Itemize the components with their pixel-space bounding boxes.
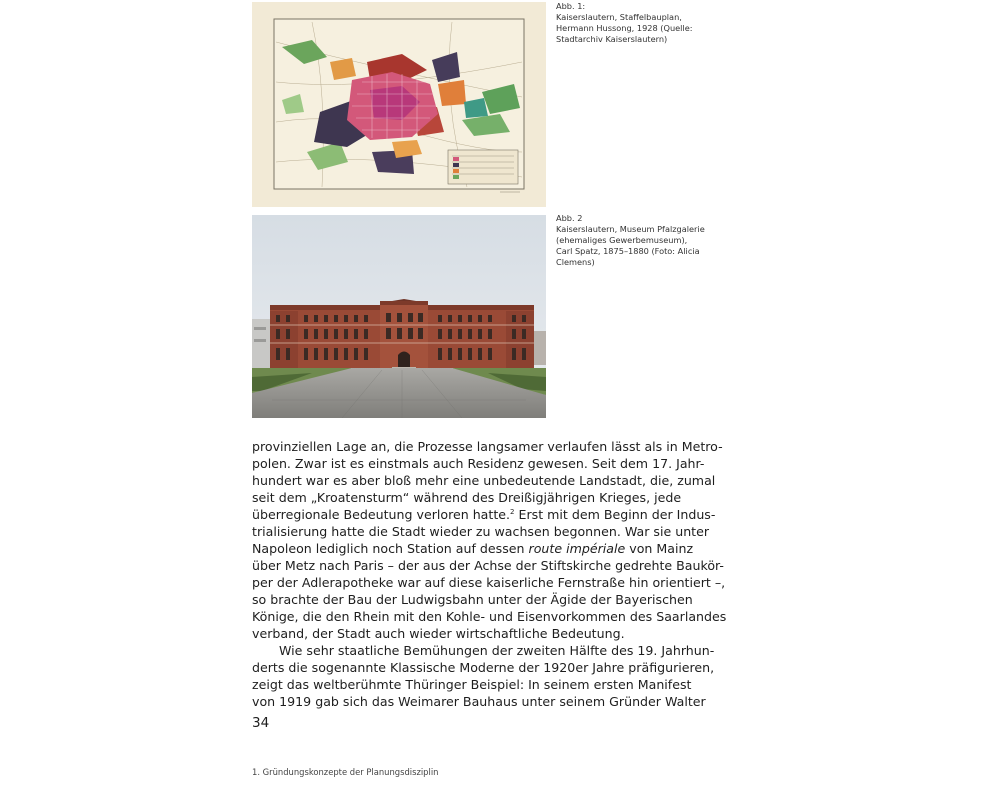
figure-2-label: Abb. 2 <box>556 213 583 223</box>
body-line: hundert war es aber bloß mehr eine unbedeutende Landstadt, die, zumal <box>252 473 716 488</box>
figure-1-caption <box>556 1 706 45</box>
page-number: 34 <box>252 715 270 731</box>
body-line: per der Adlerapotheke war auf diese kaiserliche Fernstraße hin orientiert –, <box>252 575 726 590</box>
body-line: überregionale Bedeutung verloren hatte.$^2$ Erst mit dem Beginn der Indus- <box>252 507 716 522</box>
body-line: polen. Zwar ist es einstmals auch Residenz gewesen. Seit dem 17. Jahr- <box>252 456 705 471</box>
italic-term: route impériale <box>528 541 626 556</box>
body-line: derts die sogenannte Klassische Moderne der 1920er Jahre präfigurieren, <box>252 660 715 675</box>
body-line: von 1919 gab sich das Weimarer Bauhaus unter seinem Gründer Walter <box>252 694 706 709</box>
figure-1-label: Abb. 1: <box>556 1 586 11</box>
body-text <box>252 438 727 710</box>
body-line: so brachte der Bau der Ludwigsbahn unter der Ägide der Bayerischen <box>252 592 693 607</box>
figure-2-caption <box>556 213 706 268</box>
body-line: seit dem „Kroatensturm“ während des Dreißigjährigen Krieges, jede <box>252 490 682 505</box>
museum-building-photo <box>252 215 546 418</box>
figure-museum <box>252 215 546 418</box>
footnote-reference[interactable]: 2 <box>510 508 515 516</box>
body-line: Wie sehr staatliche Bemühungen der zweiten Hälfte des 19. Jahrhun- <box>279 643 715 658</box>
figure-2-caption-text: Kaiserslautern, Museum Pfalzgalerie (ehemaliges Gewerbemuseum), Carl Spatz, 1875–1880 (Foto: Alicia Clemens) <box>556 224 705 267</box>
body-line: provinziellen Lage an, die Prozesse langsamer verlaufen lässt als in Metro- <box>252 439 723 454</box>
body-line: trialisierung hatte die Stadt wieder zu wachsen begonnen. War sie unter <box>252 524 710 539</box>
running-footer: 1. Gründungskonzepte der Planungsdisziplin <box>252 767 439 777</box>
body-line: Napoleon lediglich noch Station auf dessen route impériale von Mainz <box>252 541 694 556</box>
body-line: Könige, die den Rhein mit den Kohle- und Eisenvorkommen des Saarlandes <box>252 609 727 624</box>
figure-map <box>252 2 546 207</box>
body-line: über Metz nach Paris – der aus der Achse der Stiftskirche gedrehte Baukör- <box>252 558 724 573</box>
city-development-plan-map <box>252 2 546 207</box>
figure-1-caption-text: Kaiserslautern, Staffelbauplan, Hermann Hussong, 1928 (Quelle: Stadtarchiv Kaiserslautern) <box>556 12 693 44</box>
body-line: zeigt das weltberühmte Thüringer Beispiel: In seinem ersten Manifest <box>252 677 692 692</box>
body-line: verband, der Stadt auch wieder wirtschaftliche Bedeutung. <box>252 626 625 641</box>
